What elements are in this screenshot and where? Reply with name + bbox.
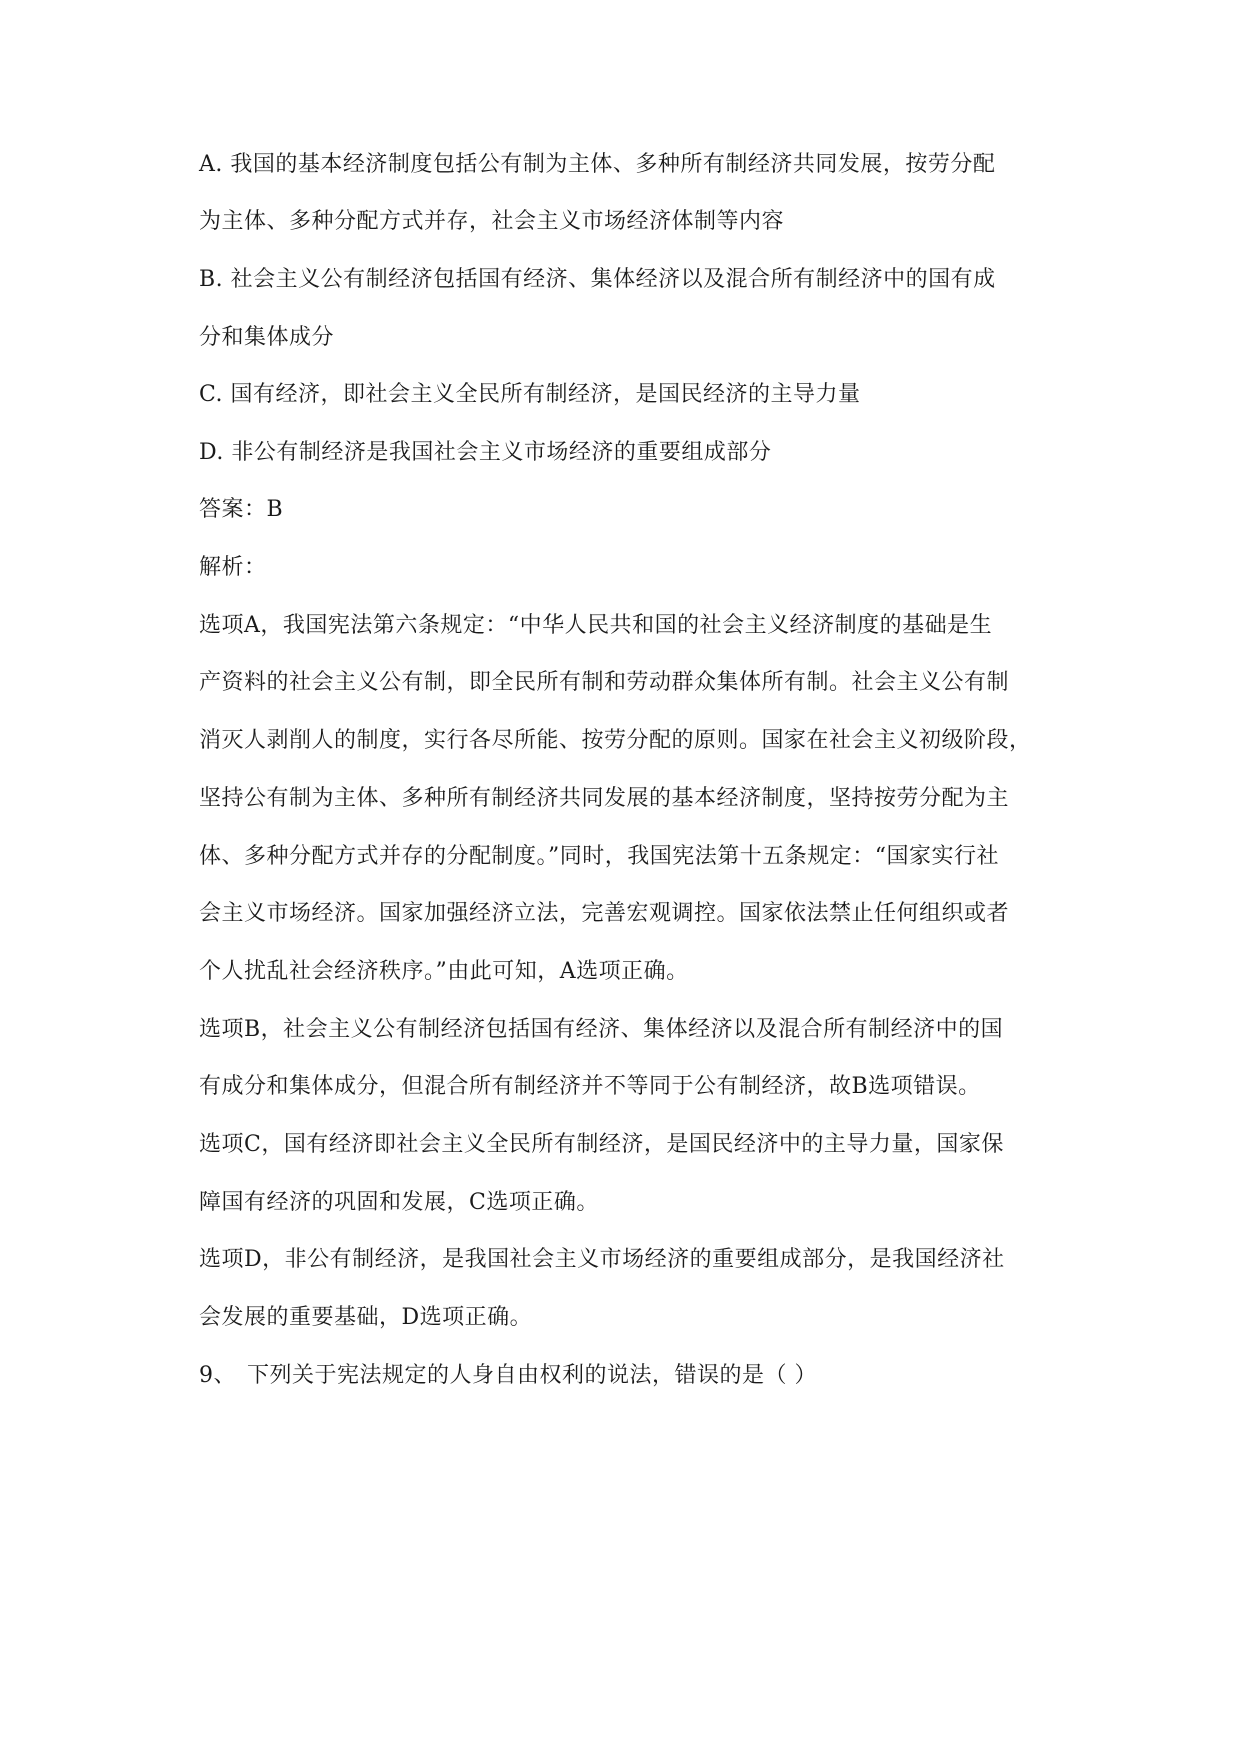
analysis-a-line-5: 体、多种分配方式并存的分配制度。”同时，我国宪法第十五条规定：“国家实行社 <box>199 844 999 869</box>
question-9 <box>199 1361 817 1391</box>
answer: 答案：B <box>199 497 284 522</box>
question-number: 9、 <box>199 1363 236 1388</box>
analysis-a-line-3: 消灭人剥削人的制度，实行各尽所能、按劳分配的原则。国家在社会主义初级阶段， <box>199 728 1032 753</box>
analysis-d-line-2: 会发展的重要基础，D选项正确。 <box>199 1305 533 1330</box>
analysis-a-line-1: 选项A，我国宪法第六条规定：“中华人民共和国的社会主义经济制度的基础是生 <box>199 613 993 638</box>
option-b-line-1: B. 社会主义公有制经济包括国有经济、集体经济以及混合所有制经济中的国有成 <box>199 267 996 292</box>
question-text: 下列关于宪法规定的人身自由权利的说法，错误的是（ ） <box>247 1363 817 1388</box>
analysis-d-line-1: 选项D，非公有制经济，是我国社会主义市场经济的重要组成部分，是我国经济社 <box>199 1247 1005 1272</box>
option-a-line-2: 为主体、多种分配方式并存，社会主义市场经济体制等内容 <box>199 209 785 234</box>
analysis-a-line-4: 坚持公有制为主体、多种所有制经济共同发展的基本经济制度，坚持按劳分配为主 <box>199 786 1010 811</box>
analysis-b-line-1: 选项B，社会主义公有制经济包括国有经济、集体经济以及混合所有制经济中的国 <box>199 1017 1004 1042</box>
option-b-line-2: 分和集体成分 <box>199 325 335 350</box>
analysis-a-line-2: 产资料的社会主义公有制，即全民所有制和劳动群众集体所有制。社会主义公有制 <box>199 670 1010 695</box>
analysis-b-line-2: 有成分和集体成分，但混合所有制经济并不等同于公有制经济，故B选项错误。 <box>199 1074 981 1099</box>
analysis-c-line-2: 障国有经济的巩固和发展，C选项正确。 <box>199 1190 599 1215</box>
analysis-a-line-7: 个人扰乱社会经济秩序。”由此可知，A选项正确。 <box>199 959 689 984</box>
option-d-line-1: D. 非公有制经济是我国社会主义市场经济的重要组成部分 <box>199 440 772 465</box>
option-c-line-1: C. 国有经济，即社会主义全民所有制经济，是国民经济的主导力量 <box>199 382 861 407</box>
analysis-c-line-1: 选项C，国有经济即社会主义全民所有制经济，是国民经济中的主导力量，国家保 <box>199 1132 1004 1157</box>
analysis-a-line-6: 会主义市场经济。国家加强经济立法，完善宏观调控。国家依法禁止任何组织或者 <box>199 901 1010 926</box>
analysis-label: 解析： <box>199 555 267 580</box>
option-a-line-1: A. 我国的基本经济制度包括公有制为主体、多种所有制经济共同发展，按劳分配 <box>199 152 996 177</box>
